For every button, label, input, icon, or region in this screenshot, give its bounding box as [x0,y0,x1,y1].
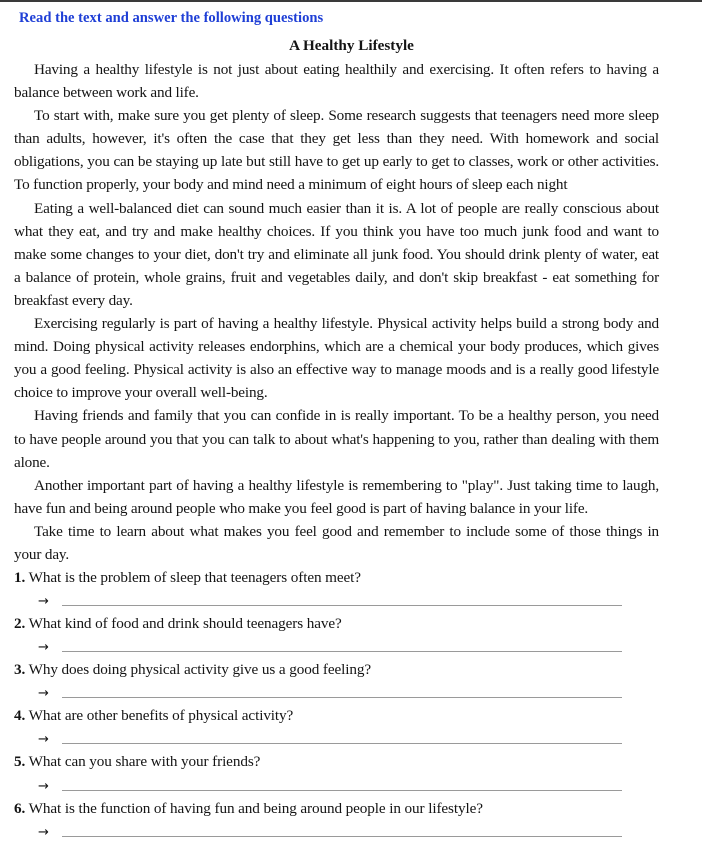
question-label: What kind of food and drink should teenagers have? [28,615,342,633]
question-text [14,750,659,773]
answer-row [14,589,659,610]
question-item [14,658,659,702]
question-number: 3. [14,661,26,679]
question-item [14,566,659,610]
paragraph: Another important part of having a healthy lifestyle is remembering to "play". Just taking time to laugh, have fun and being around people who make you feel good is part of having balance in your life. [14,476,659,517]
question-number: 5. [14,753,26,771]
question-item [14,612,659,656]
paragraph: Having a healthy lifestyle is not just about eating healthily and exercising. It often refers to having a balance between work and life. [14,61,659,102]
arrow-right-icon: → [38,824,49,840]
answer-row [14,774,659,795]
worksheet [14,6,659,843]
arrow-right-icon: → [38,732,49,748]
instruction-heading: Read the text and answer the following questions [19,10,324,26]
question-number: 2. [14,615,26,633]
question-label: What are other benefits of physical activity? [28,707,294,725]
arrow-right-icon: → [38,640,49,656]
answer-row [14,635,659,656]
question-item [14,750,659,794]
question-label: What can you share with your friends? [28,753,261,771]
answer-blank-line[interactable] [62,697,622,698]
question-label: What is the function of having fun and being around people in our lifestyle? [28,799,483,817]
question-text [14,612,659,635]
reading-title: A Healthy Lifestyle [289,37,414,54]
arrow-right-icon: → [38,778,49,794]
answer-row [14,727,659,748]
answer-blank-line[interactable] [62,790,622,791]
question-number: 1. [14,569,26,587]
paragraph: Having friends and family that you can confide in is really important. To be a healthy person, you need to have people around you that you can talk to about what's happening to you, rather than dealing with them alone. [14,407,659,471]
questions-list [14,566,659,841]
question-text [14,704,659,727]
question-text [14,797,659,820]
answer-blank-line[interactable] [62,743,622,744]
question-number: 4. [14,707,26,725]
question-text [14,566,659,589]
paragraph: Exercising regularly is part of having a healthy lifestyle. Physical activity helps build a strong body and mind. Doing physical activity releases endorphins, which are a chemical your body produces, which gives you a good feeling. Physical activity is also an effective way to manage moods and is a really good lifestyle choice to improve your overall well-being. [14,315,659,402]
question-text [14,658,659,681]
question-item [14,797,659,841]
answer-row [14,820,659,841]
question-label: Why does doing physical activity give us a good feeling? [28,661,372,679]
answer-blank-line[interactable] [62,651,622,652]
question-label: What is the problem of sleep that teenagers often meet? [28,569,361,587]
paragraph: To start with, make sure you get plenty of sleep. Some research suggests that teenagers need more sleep than adults, however, it's often the case that they get less than they need. With homework and social obligations, you can be staying up late but still have to get up early to get to classes, work or other activities. To function properly, your body and mind need a minimum of eight hours of sleep each night [14,107,659,194]
arrow-right-icon: → [38,594,49,610]
question-number: 6. [14,799,26,817]
answer-row [14,681,659,702]
arrow-right-icon: → [38,686,49,702]
reading-passage [14,58,659,566]
answer-blank-line[interactable] [62,605,622,606]
answer-blank-line[interactable] [62,836,622,837]
paragraph: Take time to learn about what makes you feel good and remember to include some of those things in your day. [14,522,659,563]
question-item [14,704,659,748]
paragraph: Eating a well-balanced diet can sound much easier than it is. A lot of people are really conscious about what they eat, and try and make healthy choices. If you think you have too much junk food and want to make some changes to your diet, don't try and eliminate all junk food. You should drink plenty of water, eat a balance of protein, whole grains, fruit and vegetables daily, and don't skip breakfast - eat something for breakfast every day. [14,199,659,309]
top-border [0,0,702,2]
